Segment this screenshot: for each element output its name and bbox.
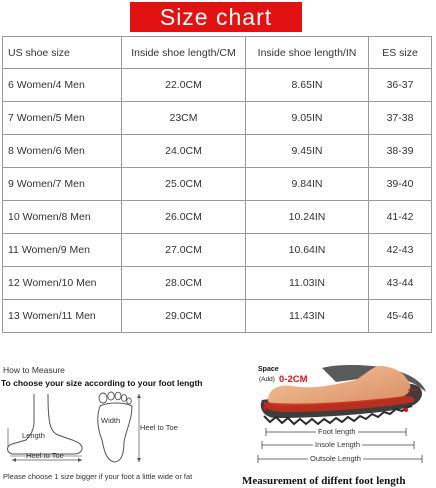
column-header: Inside shoe length/CM <box>122 37 246 69</box>
table-cell: 9.84IN <box>246 168 369 201</box>
table-row <box>3 234 432 267</box>
table-row <box>3 168 432 201</box>
space-label: Space <box>258 366 279 373</box>
table-cell: 8 Women/6 Men <box>3 135 122 168</box>
table-cell: 28.0CM <box>122 267 246 300</box>
outsole-length-label: Outsole Length <box>310 454 361 463</box>
table-row <box>3 135 432 168</box>
measurement-title: Measurement of diffent foot length <box>242 475 406 487</box>
size-advice-note: Please choose 1 size bigger if your foot a little wide or fat <box>3 472 193 481</box>
width-label: Width <box>101 416 121 425</box>
table-cell: 10.64IN <box>246 234 369 267</box>
column-header: US shoe size <box>3 37 122 69</box>
table-cell: 23CM <box>122 102 246 135</box>
table-cell: 25.0CM <box>122 168 246 201</box>
table-cell: 45-46 <box>369 300 432 333</box>
table-cell: 43-44 <box>369 267 432 300</box>
table-cell: 36-37 <box>369 69 432 102</box>
table-cell: 8.65IN <box>246 69 369 102</box>
table-header-row <box>3 37 432 69</box>
table-cell: 9 Women/7 Men <box>3 168 122 201</box>
table-cell: 9.45IN <box>246 135 369 168</box>
length-label: Length <box>22 431 45 440</box>
table-cell: 42-43 <box>369 234 432 267</box>
foot-length-label: Foot length <box>318 427 356 436</box>
how-to-measure-title: How to Measure <box>3 365 65 375</box>
space-add-label: (Add) <box>259 376 275 383</box>
table-row <box>3 201 432 234</box>
table-row <box>3 267 432 300</box>
table-cell: 10.24IN <box>246 201 369 234</box>
table-cell: 24.0CM <box>122 135 246 168</box>
size-table <box>2 36 432 333</box>
table-cell: 9.05IN <box>246 102 369 135</box>
table-row <box>3 300 432 333</box>
table-cell: 38-39 <box>369 135 432 168</box>
table-cell: 11 Women/9 Men <box>3 234 122 267</box>
how-to-measure-subtitle: To choose your size according to your foot length <box>1 378 203 388</box>
table-cell: 7 Women/5 Men <box>3 102 122 135</box>
insole-length-label: Insole Length <box>315 440 361 449</box>
table-cell: 6 Women/4 Men <box>3 69 122 102</box>
table-cell: 12 Women/10 Men <box>3 267 122 300</box>
table-cell: 22.0CM <box>122 69 246 102</box>
table-cell: 11.03IN <box>246 267 369 300</box>
column-header: ES size <box>369 37 432 69</box>
table-cell: 13 Women/11 Men <box>3 300 122 333</box>
table-cell: 29.0CM <box>122 300 246 333</box>
column-header: Inside shoe length/IN <box>246 37 369 69</box>
table-cell: 26.0CM <box>122 201 246 234</box>
table-cell: 37-38 <box>369 102 432 135</box>
heel-to-toe-label-right: Heel to Toe <box>140 423 178 432</box>
table-cell: 27.0CM <box>122 234 246 267</box>
top-foot-illustration <box>92 390 144 466</box>
space-value: 0-2CM <box>279 374 308 385</box>
table-cell: 41-42 <box>369 201 432 234</box>
table-cell: 10 Women/8 Men <box>3 201 122 234</box>
table-cell: 39-40 <box>369 168 432 201</box>
table-row <box>3 69 432 102</box>
table-row <box>3 102 432 135</box>
table-cell: 11.43IN <box>246 300 369 333</box>
size-chart-title: Size chart <box>130 2 302 32</box>
heel-to-toe-label-left: Heel to Toe <box>26 451 64 460</box>
